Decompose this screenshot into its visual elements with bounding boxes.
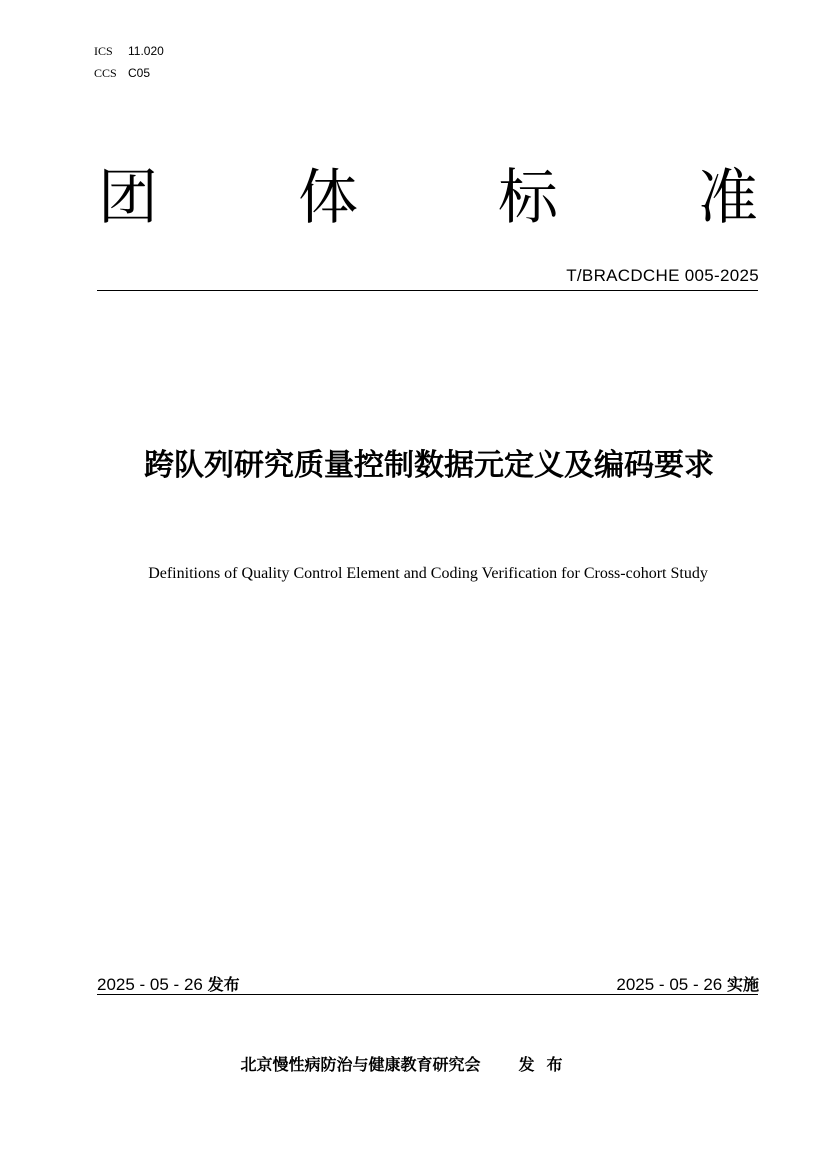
issuer-action: 发布 bbox=[518, 1055, 575, 1074]
top-divider bbox=[97, 290, 758, 291]
classification-codes bbox=[94, 40, 164, 84]
implement-date: 2025 - 05 - 26 bbox=[616, 975, 723, 994]
issuer-line bbox=[0, 1052, 815, 1075]
publish-date: 2025 - 05 - 26 bbox=[97, 975, 203, 994]
ics-label: ICS bbox=[94, 44, 113, 58]
english-title: Definitions of Quality Control Element and Coding Verification for Cross-cohort Study bbox=[148, 565, 708, 582]
implement-date-line bbox=[616, 972, 759, 995]
standard-type-char: 准 bbox=[698, 163, 758, 233]
ccs-value: C05 bbox=[128, 66, 151, 80]
chinese-title: 跨队列研究质量控制数据元定义及编码要求 bbox=[144, 448, 714, 483]
ccs-row bbox=[94, 62, 164, 84]
ics-row bbox=[94, 40, 164, 62]
publish-label: 发布 bbox=[207, 975, 240, 994]
ics-value: 11.020 bbox=[128, 44, 164, 58]
ccs-label: CCS bbox=[94, 66, 117, 80]
issuer-name: 北京慢性病防治与健康教育研究会 bbox=[240, 1055, 481, 1074]
standard-number: T/BRACDCHE 005-2025 bbox=[566, 266, 759, 285]
implement-label: 实施 bbox=[726, 975, 759, 994]
standard-type-char: 团 bbox=[98, 163, 158, 233]
bottom-divider bbox=[97, 994, 758, 995]
standard-type-char: 标 bbox=[498, 163, 558, 233]
standard-type-char: 体 bbox=[298, 163, 358, 233]
publish-date-line bbox=[97, 972, 240, 995]
standard-type-heading bbox=[98, 158, 758, 238]
